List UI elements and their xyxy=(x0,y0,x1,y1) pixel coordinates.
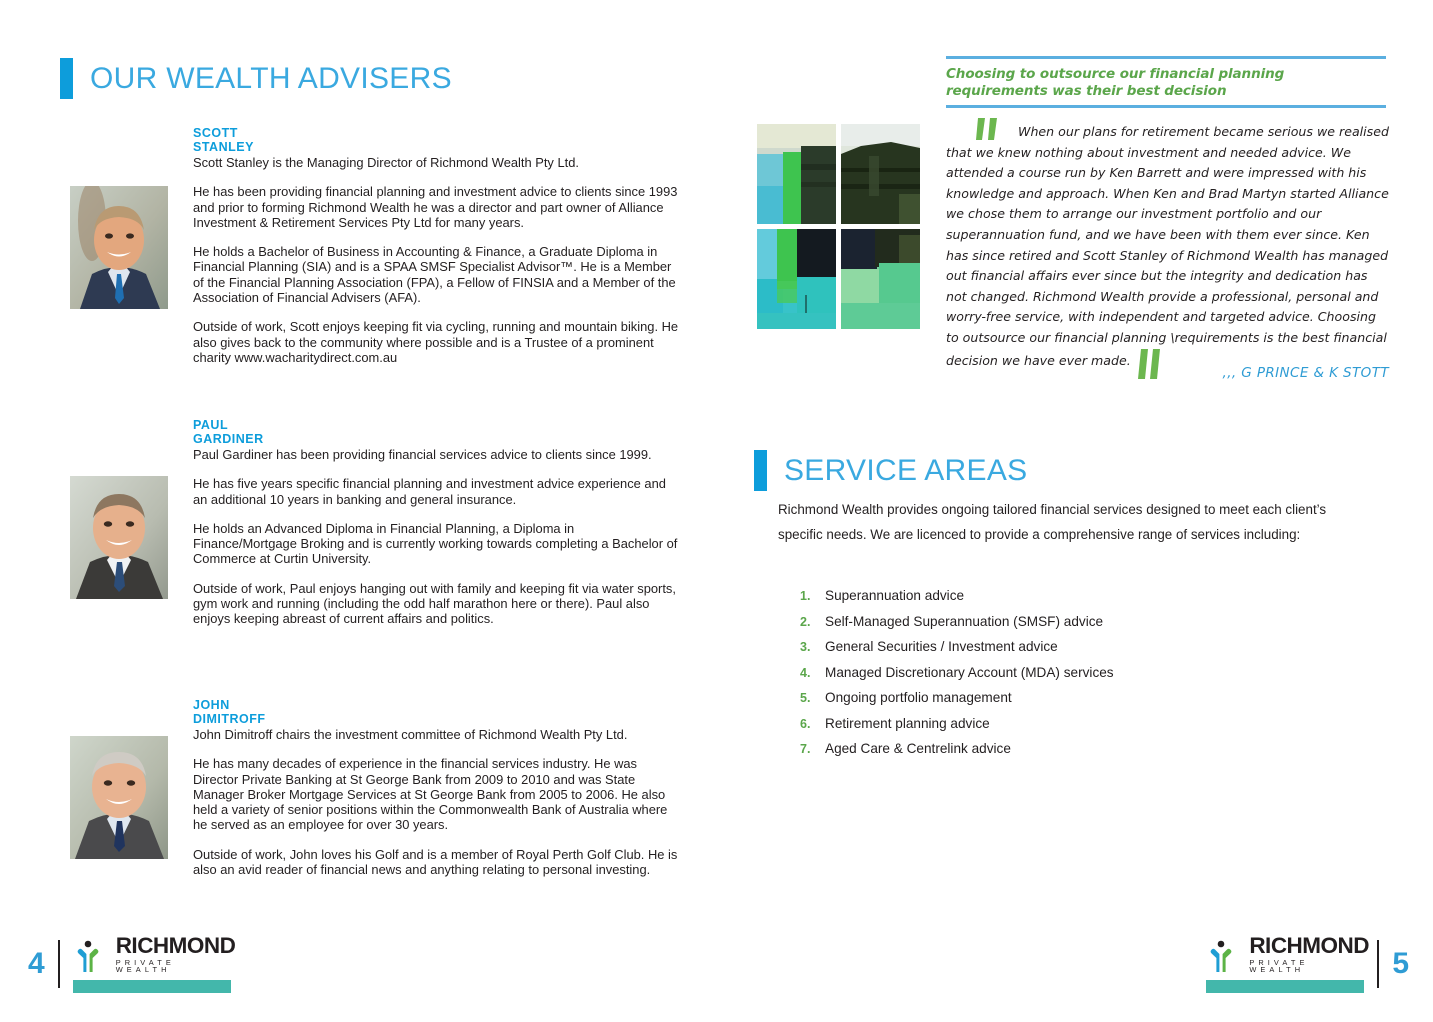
adviser-photo-scott-stanley xyxy=(70,186,168,309)
footer-divider xyxy=(1377,940,1379,988)
list-item-number: 7. xyxy=(800,742,811,756)
logo-sub-text: PRIVATE WEALTH xyxy=(115,957,175,975)
list-item xyxy=(800,588,1360,603)
adviser-bio-scott-stanley xyxy=(193,155,681,365)
collage-tile-bottom-right xyxy=(841,229,920,329)
page-number-right: 5 xyxy=(1392,947,1409,980)
bio-paragraph: He has many decades of experience in the financial services industry. He was Director Private Banking at St George Bank from 2009 to 2010 and was State Manager Broker Mortgage Services at St George Bank from 2005 to 2006. He also held a variety of senior positions within the Commonwealth Bank of Australia where he served as an employee for over 30 years. xyxy=(193,756,668,833)
collage-tile-bottom-left xyxy=(757,229,836,329)
list-item-label: General Securities / Investment advice xyxy=(825,639,1058,654)
person-figure-icon xyxy=(1206,940,1236,974)
list-item-label: Managed Discretionary Account (MDA) services xyxy=(825,664,1114,680)
adviser-bio-john-dimitroff xyxy=(193,727,681,877)
bio-paragraph: He has five years specific financial planning and investment advice experience and an additional 10 years in banking and general insurance. xyxy=(193,476,666,507)
bio-paragraph: He holds a Bachelor of Business in Accounting & Finance, a Graduate Diploma in Financial Planning (SIA) and is a SPAA SMSF Specialist Advisor™. He is a Member of the Financial Planning Association (FPA), a Fellow of FINSIA and a Member of the Association of Financial Advisers (AFA). xyxy=(193,244,676,306)
list-item-number: 5. xyxy=(800,691,811,705)
logo-wordmark xyxy=(116,935,236,973)
list-item xyxy=(800,690,1360,705)
testimonial-quote-text: When our plans for retirement became serious we realised that we knew nothing about investment and needed advice. We attended a course run by Ken Barrett and were impressed with his knowledge and approach. When Ken and Brad Martyn started Alliance we chose them to arrange our investment portfolio and our superannuation fund, and we have been with them ever since. Ken has since retired and Scott Stanley of Richmond Wealth has managed out financial affairs ever since but the integrity and dedication has not changed. Richmond Wealth provide a professional, personal and worry-free service, with independent and targeted advice. Choosing to outsource our financial planning \requirements is the best financial decision we have ever made. xyxy=(946,124,1389,368)
adviser-photo-john-dimitroff xyxy=(70,736,168,859)
richmond-private-wealth-logo xyxy=(1206,933,1370,992)
advisers-section-heading xyxy=(60,58,452,99)
list-item xyxy=(800,639,1360,654)
testimonial-heading-text: Choosing to outsource our financial planning requirements was their best decision xyxy=(946,66,1285,99)
footer-right xyxy=(1206,924,1409,1004)
testimonial-rule-bottom xyxy=(946,105,1386,108)
testimonial-block xyxy=(946,56,1386,108)
list-item-number: 2. xyxy=(800,614,811,629)
service-areas-heading-text: SERVICE AREAS xyxy=(784,453,1028,487)
heading-accent-bar xyxy=(754,450,767,491)
footer-divider xyxy=(58,940,60,988)
logo-teal-bar xyxy=(1206,980,1364,993)
advisers-heading-text: OUR WEALTH ADVISERS xyxy=(90,61,452,95)
bio-paragraph: Scott Stanley is the Managing Director of Richmond Wealth Pty Ltd. xyxy=(193,155,579,170)
list-item-label: Superannuation advice xyxy=(825,588,965,603)
bio-paragraph: John Dimitroff chairs the investment committee of Richmond Wealth Pty Ltd. xyxy=(193,727,628,742)
collage-tile-top-left xyxy=(757,124,836,224)
collage-tile-top-right xyxy=(841,124,920,224)
logo-wordmark xyxy=(1249,935,1369,973)
bio-paragraph: Outside of work, Paul enjoys hanging out with family and keeping fit via water sports, gym work and running (including the odd half marathon here or there). Paul also enjoys keeping abreast of current affairs and politics. xyxy=(193,580,676,627)
service-areas-intro-text: Richmond Wealth provides ongoing tailored financial services designed to meet each client’s specific needs. We are licenced to provide a comprehensive range of services including: xyxy=(778,502,1327,542)
list-item-label: Self-Managed Superannuation (SMSF) advice xyxy=(825,613,1104,629)
person-figure-icon xyxy=(73,940,103,974)
service-areas-section-heading xyxy=(754,450,1027,491)
logo-sub-text: PRIVATE WEALTH xyxy=(1249,957,1309,975)
list-item xyxy=(800,614,1360,629)
list-item-label: Aged Care & Centrelink advice xyxy=(825,741,1011,756)
richmond-private-wealth-logo xyxy=(73,933,236,992)
list-item-number: 6. xyxy=(800,716,811,731)
quote-open-icon xyxy=(976,118,1002,140)
list-item-label: Ongoing portfolio management xyxy=(825,690,1012,705)
testimonial-quote-body xyxy=(946,122,1389,379)
list-item xyxy=(800,665,1360,680)
list-item xyxy=(800,716,1360,731)
logo-main-text: RICHMOND xyxy=(1249,933,1370,959)
logo-main-text: RICHMOND xyxy=(115,933,236,959)
list-item-number: 1. xyxy=(800,589,811,603)
page-number-left: 4 xyxy=(28,947,45,980)
list-item xyxy=(800,741,1360,756)
bio-paragraph: He has been providing financial planning and investment advice to clients since 1993 and prior to forming Richmond Wealth he was a director and part owner of Alliance Investment & Retirement Services Pty Ltd for many years. xyxy=(193,184,678,230)
bio-paragraph: Paul Gardiner has been providing financial services advice to clients since 1999. xyxy=(193,447,652,462)
footer-left xyxy=(28,924,236,1004)
adviser-name-paul-gardiner: PAUL GARDINER xyxy=(193,418,264,446)
list-item-number: 4. xyxy=(800,665,811,680)
list-item-number: 3. xyxy=(800,640,811,654)
adviser-bio-paul-gardiner xyxy=(193,447,681,627)
decorative-image-collage xyxy=(757,124,920,332)
logo-teal-bar xyxy=(73,980,231,993)
adviser-name-john-dimitroff: JOHN DIMITROFF xyxy=(193,698,266,726)
service-areas-list xyxy=(800,588,1360,767)
bio-paragraph: He holds an Advanced Diploma in Financial Planning, a Diploma in Finance/Mortgage Broking and is currently working towards completing a Bachelor of Commerce at Curtin University. xyxy=(193,520,678,567)
bio-paragraph: Outside of work, John loves his Golf and is a member of Royal Perth Golf Club. He is also an avid reader of financial news and anything relating to personal investing. xyxy=(193,846,678,878)
heading-accent-bar xyxy=(60,58,73,99)
adviser-name-scott-stanley: SCOTT STANLEY xyxy=(193,126,254,154)
bio-paragraph: Outside of work, Scott enjoys keeping fit via cycling, running and mountain biking. He also gives back to the community where possible and is a Trustee of a prominent charity www.wacharitydirect.com.au xyxy=(193,319,679,365)
list-item-label: Retirement planning advice xyxy=(825,715,990,731)
testimonial-attribution: ,,, G PRINCE & K STOTT xyxy=(1222,365,1389,381)
adviser-photo-paul-gardiner xyxy=(70,476,168,599)
